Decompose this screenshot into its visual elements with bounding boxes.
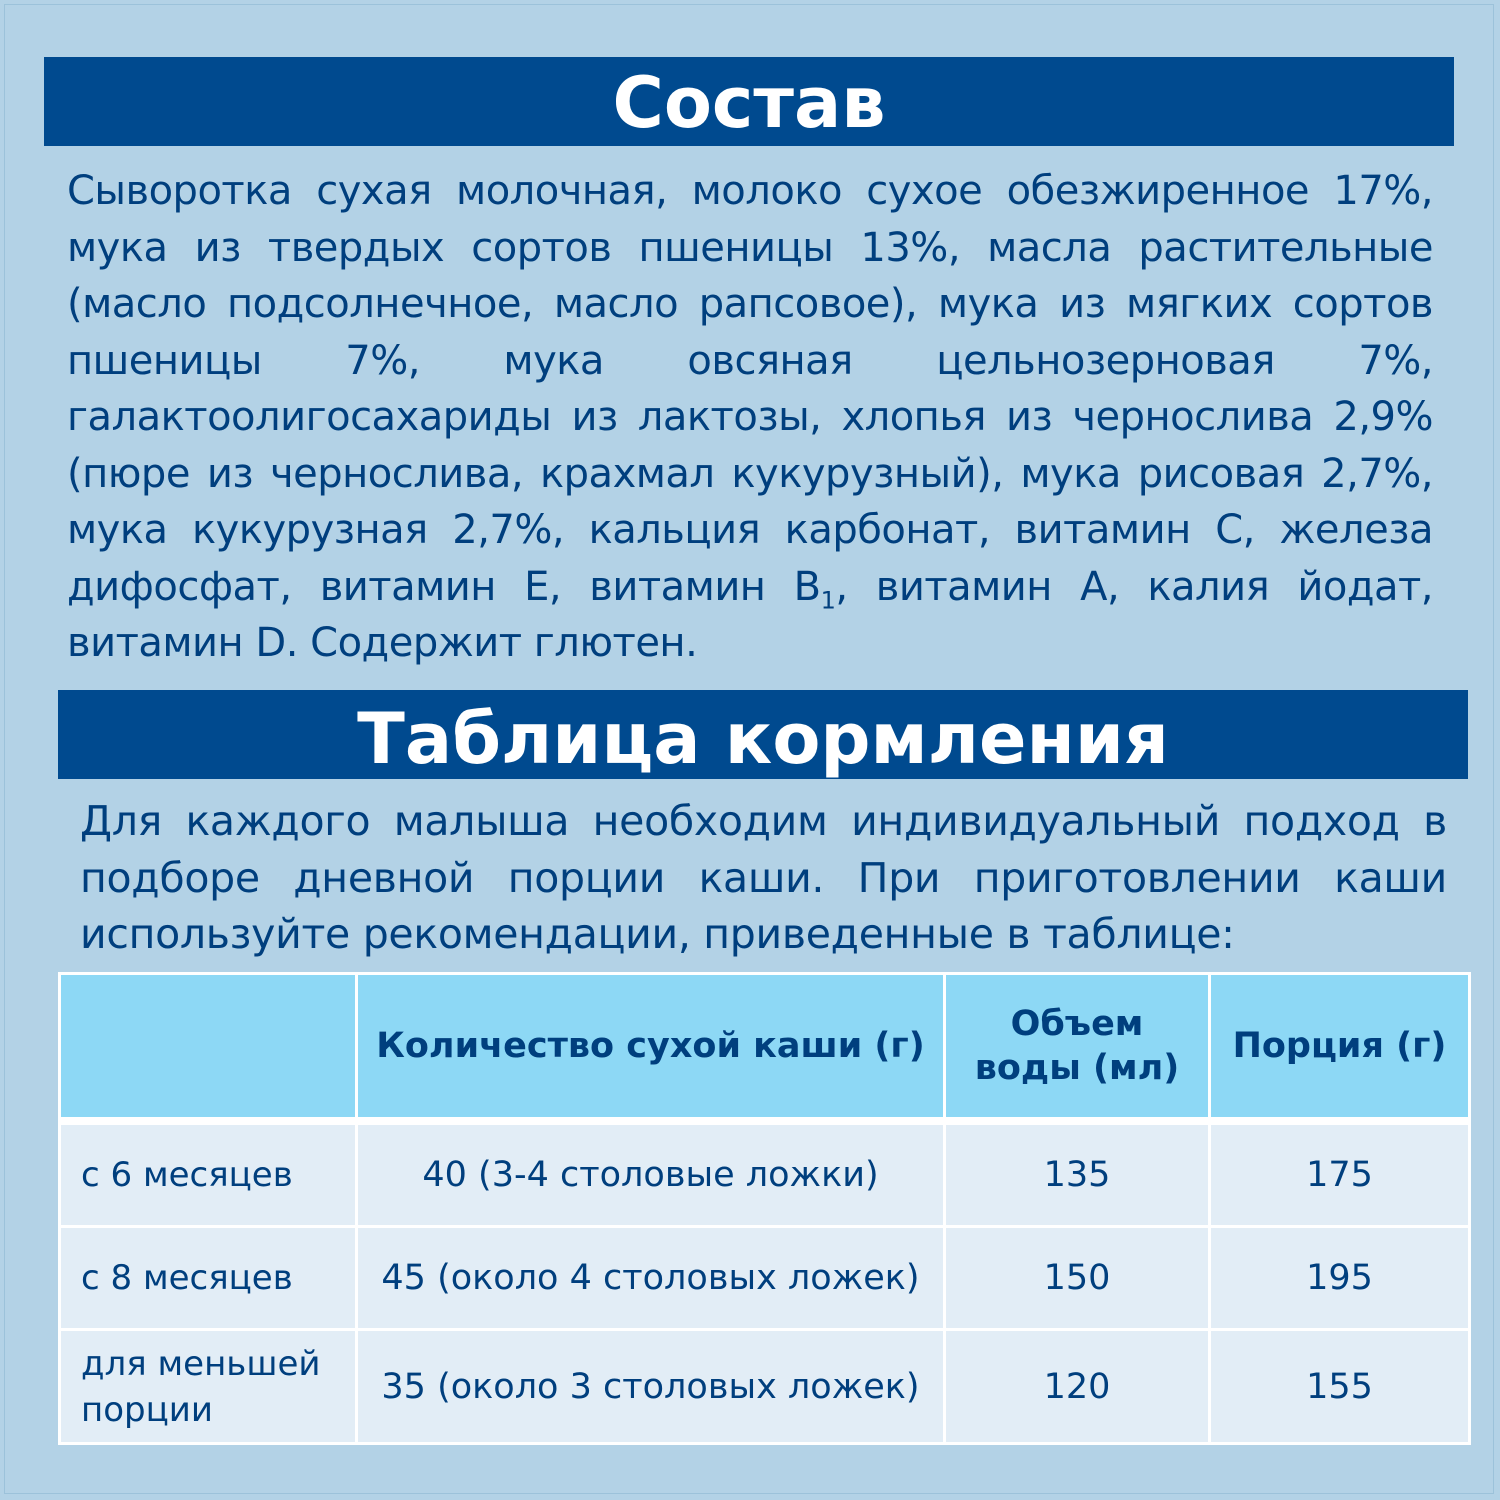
cell-age-line-1: для меньшей (81, 1343, 321, 1384)
header-water-line-1: Объем (1010, 1003, 1144, 1044)
vitamin-b-subscript: 1 (820, 585, 836, 614)
cell-dry-amount: 45 (около 4 столовых ложек) (357, 1227, 945, 1330)
cell-water-volume: 120 (945, 1330, 1210, 1444)
table-row (60, 1121, 1470, 1227)
cell-portion: 175 (1210, 1121, 1470, 1227)
cell-age (60, 1330, 357, 1444)
cell-water-volume: 150 (945, 1227, 1210, 1330)
cell-age: с 8 месяцев (60, 1227, 357, 1330)
header-age (60, 974, 357, 1121)
header-portion: Порция (г) (1210, 974, 1470, 1121)
feeding-table-title: Таблица кормления (58, 690, 1468, 779)
header-water-volume (945, 974, 1210, 1121)
table-row (60, 1330, 1470, 1444)
header-dry-amount: Количество сухой каши (г) (357, 974, 945, 1121)
composition-text (67, 163, 1433, 672)
table-header-row (60, 974, 1470, 1121)
feeding-intro-text: Для каждого малыша необходим индивидуальный подход в подборе дневной порции каши. При приготовлении каши используйте рекомендации, приведенные в таблице: (80, 797, 1447, 958)
cell-water-volume: 135 (945, 1121, 1210, 1227)
table-row (60, 1227, 1470, 1330)
cell-age-line-2: порции (81, 1389, 213, 1430)
composition-title: Состав (44, 57, 1454, 146)
cell-dry-amount: 40 (3-4 столовые ложки) (357, 1121, 945, 1227)
composition-text-tail: , витамин А, калия йодат, витамин D. Содержит глютен. (67, 563, 1433, 666)
feeding-table (58, 972, 1471, 1445)
cell-portion: 195 (1210, 1227, 1470, 1330)
composition-text-main: Сыворотка сухая молочная, молоко сухое обезжиренное 17%, мука из твердых сортов пшеницы 13%, масла растительные (масло подсолнечное, масло рапсовое), мука из мягких сортов пшеницы 7%, мука овсяная цельнозерновая 7%, галактоолигосахариды из лактозы, хлопья из чернослива 2,9% (пюре из чернослива, крахмал кукурузный), мука рисовая 2,7%, мука кукурузная 2,7%, кальция карбонат, витамин С, железа дифосфат, витамин Е, витамин В (67, 168, 1433, 610)
cell-dry-amount: 35 (около 3 столовых ложек) (357, 1330, 945, 1444)
header-water-line-2: воды (мл) (974, 1047, 1180, 1088)
cell-portion: 155 (1210, 1330, 1470, 1444)
cell-age: с 6 месяцев (60, 1121, 357, 1227)
